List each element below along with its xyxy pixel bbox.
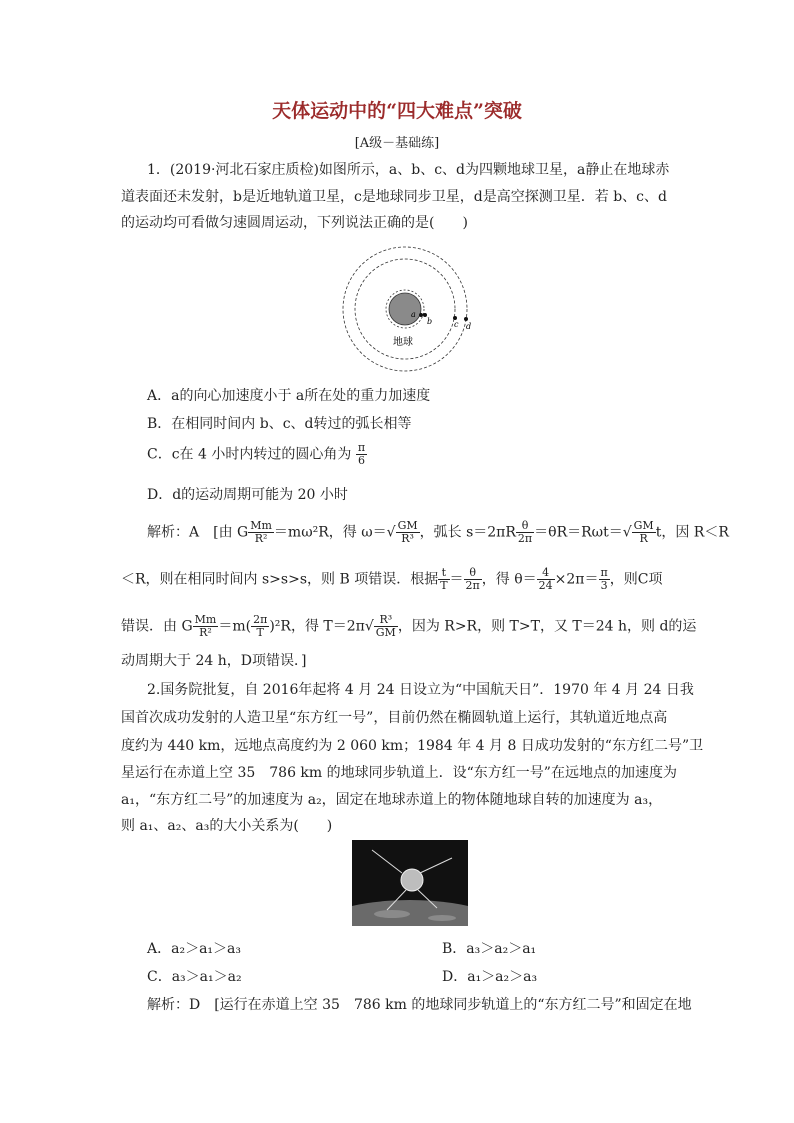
fraction [193,614,219,639]
label-a: a [411,310,416,319]
orbit-diagram [335,245,475,375]
q1-option-c-text: C．c在 4 小时内转过的圆心角为 [147,446,352,463]
q1-analysis-line-1: 解析：A [由 G $\frac{Mm}{\text{R²}}$ ＝mω²R，得 ω＝√ $\frac{GM}{\text{R³}}$ ，弧长 s＝2πR $\frac{\theta}{2\pi}$ ＝θR＝Rωt＝√ $\frac{GM}{R}$ t，因 R＜R [147,519,729,545]
analysis-text: ＝m( [218,618,252,635]
fraction [599,567,610,592]
fraction [537,567,555,592]
analysis-text: ，弧长 s＝2πR [419,524,516,541]
earth-surface [352,900,468,926]
frac-den: R³ [401,532,414,545]
satellite-photo-art [352,840,468,926]
q2-line-2: 国首次成功发射的人造卫星“东方红一号”，目前仍然在椭圆轨道上运行，其轨道近地点高 [121,710,668,726]
frac-num: R³ [374,614,398,627]
earth-label: 地球 [393,337,413,348]
frac-den: R² [199,626,212,639]
cloud [374,910,410,918]
analysis-text: )²R，得 T＝2π [269,618,365,635]
cloud [428,915,456,921]
frac-den: 3 [600,579,608,592]
analysis-text: ＝ [449,571,464,588]
frac-den: 2π [517,532,533,545]
analysis-text: ＜R，则在相同时间内 s>s>s，则 B 项错误．根据 [121,571,439,588]
analysis-text: 错误．由 G [121,618,193,635]
q2-option-b: B．a₃＞a₂＞a₁ [442,941,537,957]
section-subtitle: [A级－基础练] [354,136,440,151]
frac-num: Mm [250,519,272,532]
frac-num: t [438,567,449,580]
q2-option-d: D．a₁＞a₂＞a₃ [442,969,538,985]
q1-analysis-line-2 [121,567,662,592]
analysis-text: ＝mω²R，得 ω＝ [273,524,387,541]
fraction [251,614,269,639]
analysis-text: ，因为 R>R，则 T>T，又 T＝24 h，则 d的运 [397,618,697,635]
frac-num: Mm [194,613,217,626]
analysis-text: t，因 R [655,524,705,541]
page-title: 天体运动中的“四大难点”突破 [272,100,522,122]
q1-analysis-line-3: 错误．由 G $\frac{Mm}{\text{R²}}$ ＝m( $\frac{2\pi}{T}$ )²R，得 T＝2π√ $\frac{\text{R³}}{GM}$ ，因为 R>R，则 T>T，又 T＝24 h，则 d的运 [121,613,697,639]
satellite-body [401,869,423,891]
fraction [632,520,656,545]
frac-num: π [357,441,366,454]
fraction [248,520,274,545]
frac-den: R² [254,532,268,545]
q2-line-4: 星运行在赤道上空 35 786 km 的地球同步轨道上．设“东方红一号”在远地点的加速度为 [121,765,677,781]
q2-line-5: a₁，“东方红二号”的加速度为 a₂，固定在地球赤道上的物体随地球自转的加速度为 a₃， [121,792,663,808]
frac-num: 2π [253,613,268,626]
satellite-d [464,317,468,321]
frac-den: 24 [538,579,553,592]
q1-option-a: A．a的向心加速度小于 a所在处的重力加速度 [147,388,431,404]
q2-analysis: 解析：D [运行在赤道上空 35 786 km 的地球同步轨道上的“东方红二号”和固定在地 [147,997,692,1013]
frac-num: GM [633,519,654,532]
frac-den: 2π [465,579,480,592]
q1-line-1: 1．(2019·河北石家庄质检)如图所示，a、b、c、d为四颗地球卫星，a静止在地球赤 [147,162,670,178]
fraction [438,567,449,592]
fraction [374,614,398,639]
frac-den: 6 [357,454,365,467]
frac-num: GM [397,519,418,532]
frac-den: GM [375,626,396,639]
frac-num: π [600,566,608,579]
q1-analysis-line-4: 动周期大于 24 h，D项错误．] [121,653,307,669]
analysis-text: ，得 θ＝ [481,571,537,588]
analysis-text: ＜R [704,524,729,541]
frac-num: 4 [537,567,555,580]
frac-num: θ [516,520,534,533]
q2-option-a: A．a₂＞a₁＞a₃ [147,941,241,957]
label-c: c [454,320,459,329]
q2-line-3: 度约为 440 km，远地点高度约为 2 060 km；1984 年 4 月 8 日成功发射的“东方红二号”卫 [121,738,704,754]
frac-den: T [440,579,448,592]
earth [389,293,421,325]
analysis-text: ×2π＝ [554,571,599,588]
analysis-text: ，则C项 [609,571,663,588]
q1-option-b: B．在相同时间内 b、c、d转过的弧长相等 [147,416,412,432]
fraction [516,520,534,545]
label-b: b [427,317,433,326]
q1-option-c-fraction [356,442,367,467]
q2-line-1: 2.国务院批复，自 2016年起将 4 月 24 日设立为“中国航天日”．1970 年 4 月 24 日我 [147,682,694,698]
q1-line-2: 道表面还未发射，b是近地轨道卫星，c是地球同步卫星，d是高空探测卫星．若 b、c、d [121,189,667,205]
label-d: d [466,322,472,331]
q2-line-6: 则 a₁、a₂、a₃的大小关系为( ) [121,818,333,834]
satellite-photo [352,840,468,926]
satellite-a [419,313,423,317]
q1-line-3: 的运动均可看做匀速圆周运动，下列说法正确的是( ) [121,215,468,231]
analysis-text: 解析：A [由 G [147,524,249,541]
q1-option-d: D．d的运动周期可能为 20 小时 [147,487,348,503]
frac-num: θ [464,567,482,580]
analysis-text: ＝θR＝Rωt＝ [534,524,623,541]
fraction [396,520,420,545]
frac-den: T [256,626,264,639]
frac-den: R [639,532,648,545]
q2-option-c: C．a₃＞a₁＞a₂ [147,969,242,985]
q1-option-c [147,442,367,467]
fraction [464,567,482,592]
